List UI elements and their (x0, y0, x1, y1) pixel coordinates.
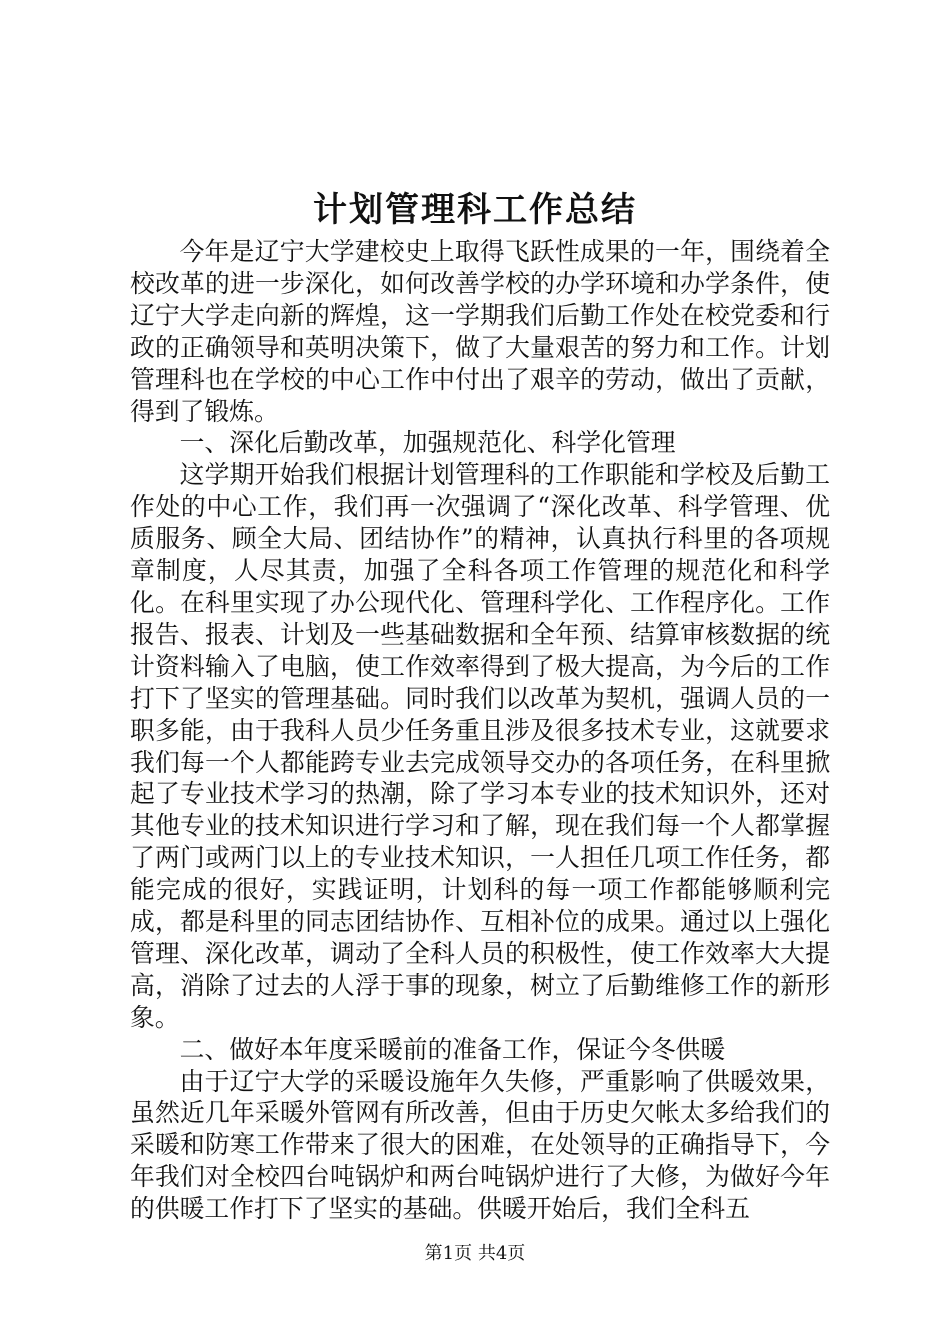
paragraph-intro: 今年是辽宁大学建校史上取得飞跃性成果的一年，围绕着全校改革的进一步深化，如何改善学校的办学环境和办学条件，使辽宁大学走向新的辉煌，这一学期我们后勤工作处在校党委和行政的正确领导和英明决策下，做了大量艰苦的努力和工作。计划管理科也在学校的中心工作中付出了艰辛的劳动，做出了贡献，得到了锻炼。 (130, 237, 830, 426)
document-body (130, 236, 830, 1225)
document-title: 计划管理科工作总结 (313, 190, 637, 230)
section-heading-1: 一、深化后勤改革，加强规范化、科学化管理 (179, 428, 676, 458)
section-heading-2: 二、做好本年度采暖前的准备工作，保证今冬供暖 (179, 1034, 726, 1064)
paragraph-section-1: 这学期开始我们根据计划管理科的工作职能和学校及后勤工作处的中心工作，我们再一次强调了“深化改革、科学管理、优质服务、顾全大局、团结协作”的精神，认真执行科里的各项规章制度，人尽其责，加强了全科各项工作管理的规范化和科学化。在科里实现了办公现代化、管理科学化、工作程序化。工作报告、报表、计划及一些基础数据和全年预、结算审核数据的统计资料输入了电脑，使工作效率得到了极大提高，为今后的工作打下了坚实的管理基础。同时我们以改革为契机，强调人员的一职多能，由于我科人员少任务重且涉及很多技术专业，这就要求我们每一个人都能跨专业去完成领导交办的各项任务，在科里掀起了专业技术学习的热潮，除了学习本专业的技术知识外，还对其他专业的技术知识进行学习和了解，现在我们每一个人都掌握了两门或两门以上的专业技术知识，一人担任几项工作任务，都能完成的很好，实践证明，计划科的每一项工作都能够顺利完成，都是科里的同志团结协作、互相补位的成果。通过以上强化管理、深化改革，调动了全科人员的积极性，使工作效率大大提高，消除了过去的人浮于事的现象，树立了后勤维修工作的新形象。 (130, 460, 830, 1032)
page-footer: 第1页 共4页 (424, 1243, 526, 1264)
paragraph-section-2: 由于辽宁大学的采暖设施年久失修，严重影响了供暖效果，虽然近几年采暖外管网有所改善，但由于历史欠帐太多给我们的采暖和防寒工作带来了很大的困难，在处领导的正确指导下，今年我们对全校四台吨锅炉和两台吨锅炉进行了大修，为做好今年的供暖工作打下了坚实的基础。供暖开始后，我们全科五 (130, 1066, 830, 1224)
